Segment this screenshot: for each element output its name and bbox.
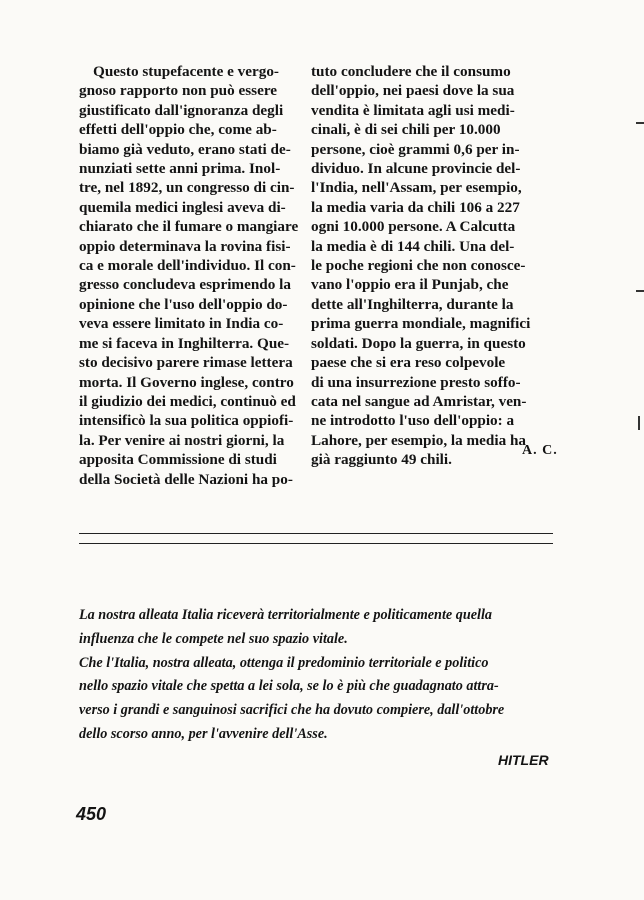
quote-line: nello spazio vitale che spetta a lei sola, se lo è più che guadagnato attra- [79, 678, 499, 695]
text-line: Lahore, per esempio, la media ha [311, 431, 527, 449]
text-line: ogni 10.000 persone. A Calcutta [311, 218, 516, 236]
margin-mark [638, 416, 640, 430]
text-line: oppio determinava la rovina fisi- [79, 237, 291, 255]
text-line: vano l'oppio era il Punjab, che [311, 276, 509, 294]
text-line: intensificò la sua politica oppiofi- [79, 412, 294, 430]
text-line: della Società delle Nazioni ha po- [79, 470, 293, 488]
text-line: il giudizio dei medici, continuò ed [79, 392, 296, 410]
text-line: quemila medici inglesi aveva di- [79, 198, 286, 216]
text-line: sto decisivo parere rimase lettera [79, 354, 293, 372]
text-line: morta. Il Governo inglese, contro [79, 373, 294, 391]
text-line: dividuo. In alcune provincie del- [311, 160, 521, 178]
text-line: veva essere limitato in India co- [79, 315, 284, 333]
text-line: vendita è limitata agli usi medi- [311, 101, 515, 119]
text-line: la media varia da chili 106 a 227 [311, 198, 520, 216]
text-line: dell'oppio, nei paesi dove la sua [311, 82, 515, 100]
text-line: persone, cioè grammi 0,6 per in- [311, 140, 520, 158]
text-line: giustificato dall'ignoranza degli [79, 101, 284, 119]
text-line: cinali, è di sei chili per 10.000 [311, 121, 501, 139]
quote-line: dello scorso anno, per l'avvenire dell'Asse. [79, 725, 328, 742]
text-line: gnoso rapporto non può essere [79, 82, 278, 100]
text-line: prima guerra mondiale, magnifici [311, 315, 531, 333]
divider-rule-bottom [79, 543, 553, 544]
text-line: chiarato che il fumare o mangiare [79, 218, 299, 236]
hitler-quote [79, 604, 563, 747]
text-line: paese che si era reso colpevole [311, 354, 506, 372]
text-line: effetti dell'oppio che, come ab- [79, 121, 277, 139]
text-line: biamo già veduto, erano stati de- [79, 140, 291, 158]
page-number: 450 [76, 804, 107, 824]
text-line: la media è di 144 chili. Una del- [311, 237, 515, 255]
text-line: di una insurrezione presto soffo- [311, 373, 521, 391]
text-line: soldati. Dopo la guerra, in questo [311, 334, 526, 352]
text-line: tre, nel 1892, un congresso di cin- [79, 179, 295, 197]
text-line: apposita Commissione di studi [79, 451, 277, 469]
quote-line: La nostra alleata Italia riceverà territorialmente e politicamente quella [79, 607, 492, 623]
article-signature: A. C. [522, 443, 558, 458]
text-line: già raggiunto 49 chili. [311, 451, 452, 469]
margin-mark [636, 122, 644, 124]
text-line: ca e morale dell'individuo. Il con- [79, 257, 296, 275]
text-line: opinione che l'uso dell'oppio do- [79, 295, 288, 313]
margin-mark [636, 290, 644, 292]
quote-line: influenza che le compete nel suo spazio vitale. [79, 630, 348, 647]
text-line: me si faceva in Inghilterra. Que- [79, 334, 290, 352]
text-line: l'India, nell'Assam, per esempio, [311, 179, 522, 197]
divider-rule-top [79, 533, 553, 534]
article-column-right [311, 62, 559, 470]
quote-line: Che l'Italia, nostra alleata, ottenga il predominio territoriale e politico [79, 654, 489, 671]
text-line: cata nel sangue ad Amristar, ven- [311, 392, 527, 410]
text-line: gresso concludeva esprimendo la [79, 276, 291, 294]
text-line: tuto concludere che il consumo [311, 63, 511, 80]
text-line: Questo stupefacente e vergo- [93, 63, 279, 80]
text-line: nunziati sette anni prima. Inol- [79, 160, 281, 178]
quote-author: HITLER [498, 752, 549, 768]
text-line: la. Per venire ai nostri giorni, la [79, 431, 285, 449]
text-line: le poche regioni che non conosce- [311, 257, 526, 275]
quote-line: verso i grandi e sanguinosi sacrifici che ha dovuto compiere, dall'ottobre [79, 702, 505, 719]
text-line: ne introdotto l'uso dell'oppio: a [311, 412, 515, 430]
article-column-left [79, 62, 327, 489]
text-line: dette all'Inghilterra, durante la [311, 295, 514, 313]
